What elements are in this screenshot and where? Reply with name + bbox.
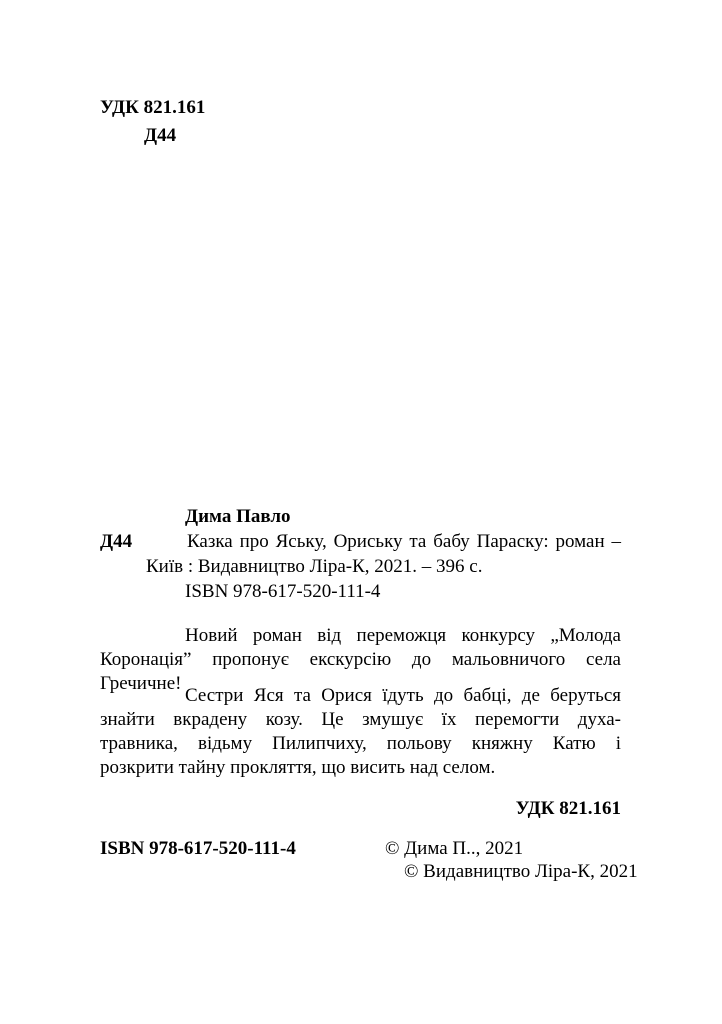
author-code: Д44: [100, 531, 133, 552]
book-title: Казка про Яську, Ориську та бабу Параску: роман –: [187, 531, 621, 552]
copyright-publisher: © Видавництво Ліра-К, 2021: [404, 861, 638, 882]
annotation-line: знайти вкрадену козу. Це змушує їх перемогти духа-: [100, 709, 621, 730]
annotation-line: Сестри Яся та Орися їдуть до бабці, де беруться: [185, 685, 621, 706]
entry-isbn: ISBN 978-617-520-111-4: [185, 581, 381, 602]
annotation-line: травника, відьму Пилипчиху, польову княжну Катю і: [100, 733, 621, 754]
annotation-line: розкрити тайну прокляття, що висить над селом.: [100, 757, 496, 778]
author-name: Дима Павло: [185, 506, 291, 527]
copyright-author: © Дима П.., 2021: [385, 838, 524, 859]
udk-header: УДК 821.161: [100, 97, 206, 118]
udk-footer: УДК 821.161: [515, 798, 621, 819]
publication-info: Київ : Видавництво Ліра-К, 2021. – 396 с.: [146, 556, 483, 577]
bbk-header: Д44: [144, 125, 177, 146]
annotation-line: Новий роман від переможця конкурсу „Молода: [185, 625, 621, 646]
footer-isbn: ISBN 978-617-520-111-4: [100, 838, 296, 859]
annotation-paragraph-2: [100, 684, 621, 780]
annotation-line: Коронація” пропонує екскурсію до мальовничого села: [100, 649, 621, 670]
annotation-line: Гречичне!: [100, 673, 182, 694]
